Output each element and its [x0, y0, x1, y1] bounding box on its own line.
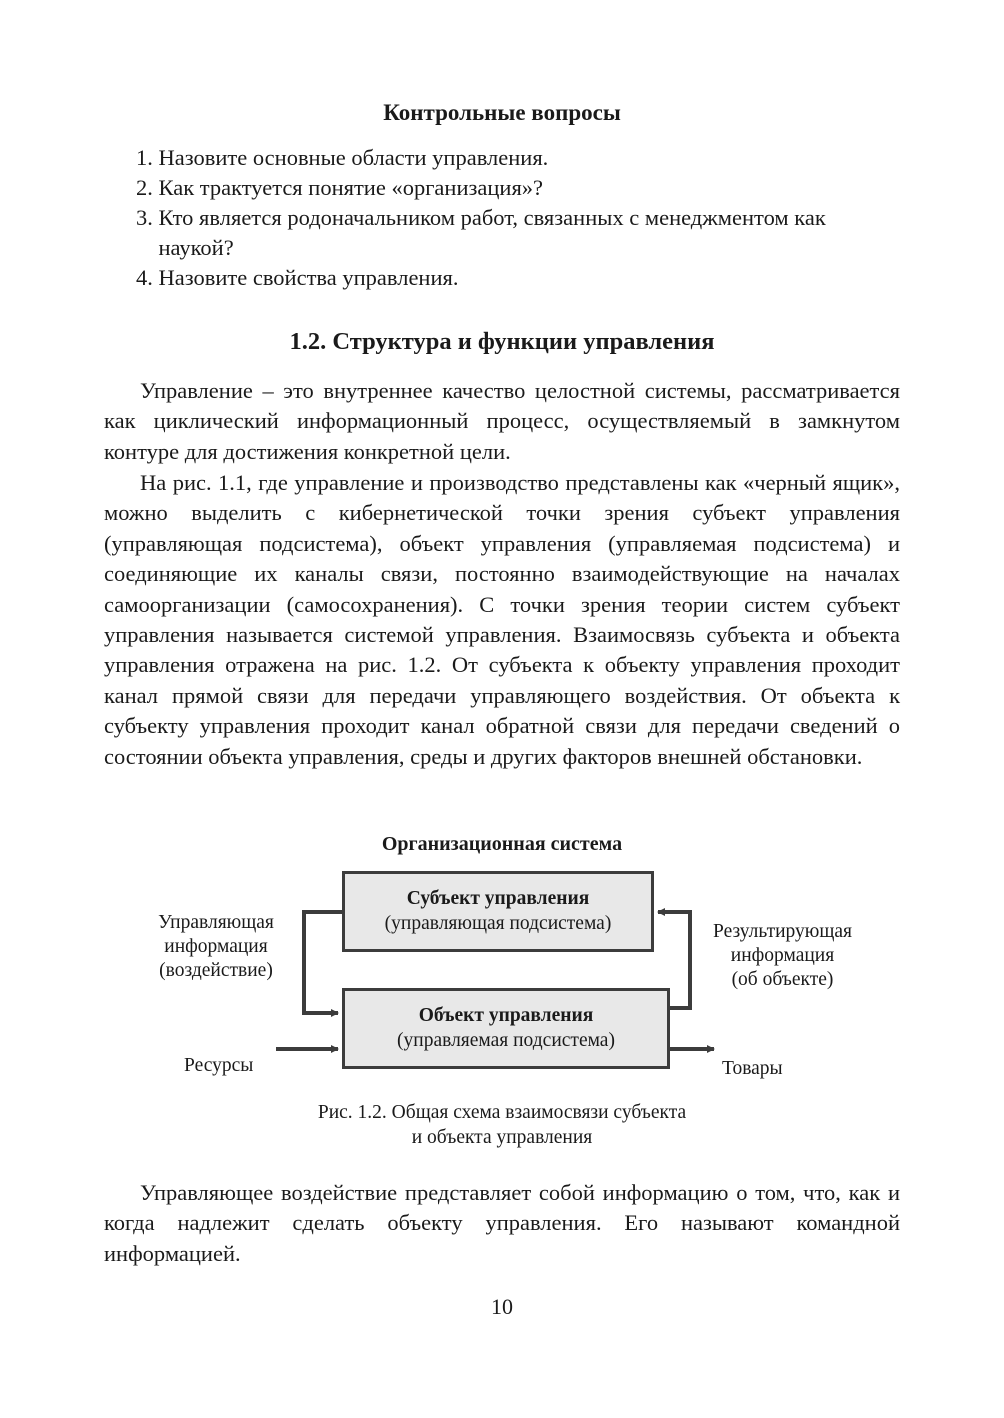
paragraph: На рис. 1.1, где управление и производство представлены как «черный ящик», можно выделить с кибернетической точки зрения субъект управления (управляющая подсистема), объект управления (управляемая подсистема) и соединяющие их каналы связи, постоянно взаимодействующие на началах самоорганизации (самосохранения). С точки зрения теории систем субъект управления называется системой управления. Взаимосвязь субъекта и объекта управления отражена на рис. 1.2. От субъекта к объекту управления проходит канал прямой связи для передачи управляющего воздействия. От объекта к субъекту управления проходит канал обратной связи для передачи сведений о состоянии объекта управления, среды и других факторов внешней обстановки.	[104, 470, 900, 769]
subject-box	[342, 871, 654, 952]
list-item: 3. Кто является родоначальником работ, связанных с менеджментом как наукой?	[136, 205, 826, 260]
subject-box-title: Субъект управления	[406, 888, 590, 909]
list-item: 2. Как трактуется понятие «организация»?	[136, 175, 544, 200]
resources-label: Ресурсы	[184, 1055, 254, 1076]
paragraph: Управление – это внутреннее качество целостной системы, рассматривается как циклический информационный процесс, осуществляемый в замкнутом контуре для достижения конкретной цели.	[104, 378, 900, 464]
section-title: 1.2. Структура и функции управления	[289, 328, 715, 355]
page-number: 10	[491, 1294, 513, 1319]
figure-title: Организационная система	[381, 833, 623, 855]
object-box-title: Объект управления	[418, 1005, 594, 1026]
object-box-subtitle: (управляемая подсистема)	[397, 1030, 615, 1051]
control-information-label: Управляющая информация (воздействие)	[158, 912, 274, 981]
control-questions-title: Контрольные вопросы	[383, 100, 621, 125]
list-item: 4. Назовите свойства управления.	[136, 265, 459, 290]
paragraph: Управляющее воздействие представляет собой информацию о том, что, как и когда надлежит сделать объекту управления. Его называют командной информацией.	[104, 1180, 900, 1266]
object-box	[342, 988, 670, 1069]
result-information-label: Результирующая информация (об объекте)	[713, 921, 852, 990]
figure-caption: Рис. 1.2. Общая схема взаимосвязи субъекта и объекта управления	[317, 1102, 687, 1148]
subject-box-subtitle: (управляющая подсистема)	[384, 913, 612, 934]
list-item: 1. Назовите основные области управления.	[136, 145, 549, 170]
goods-label: Товары	[722, 1058, 783, 1079]
direct-link-arrow	[304, 912, 342, 1013]
